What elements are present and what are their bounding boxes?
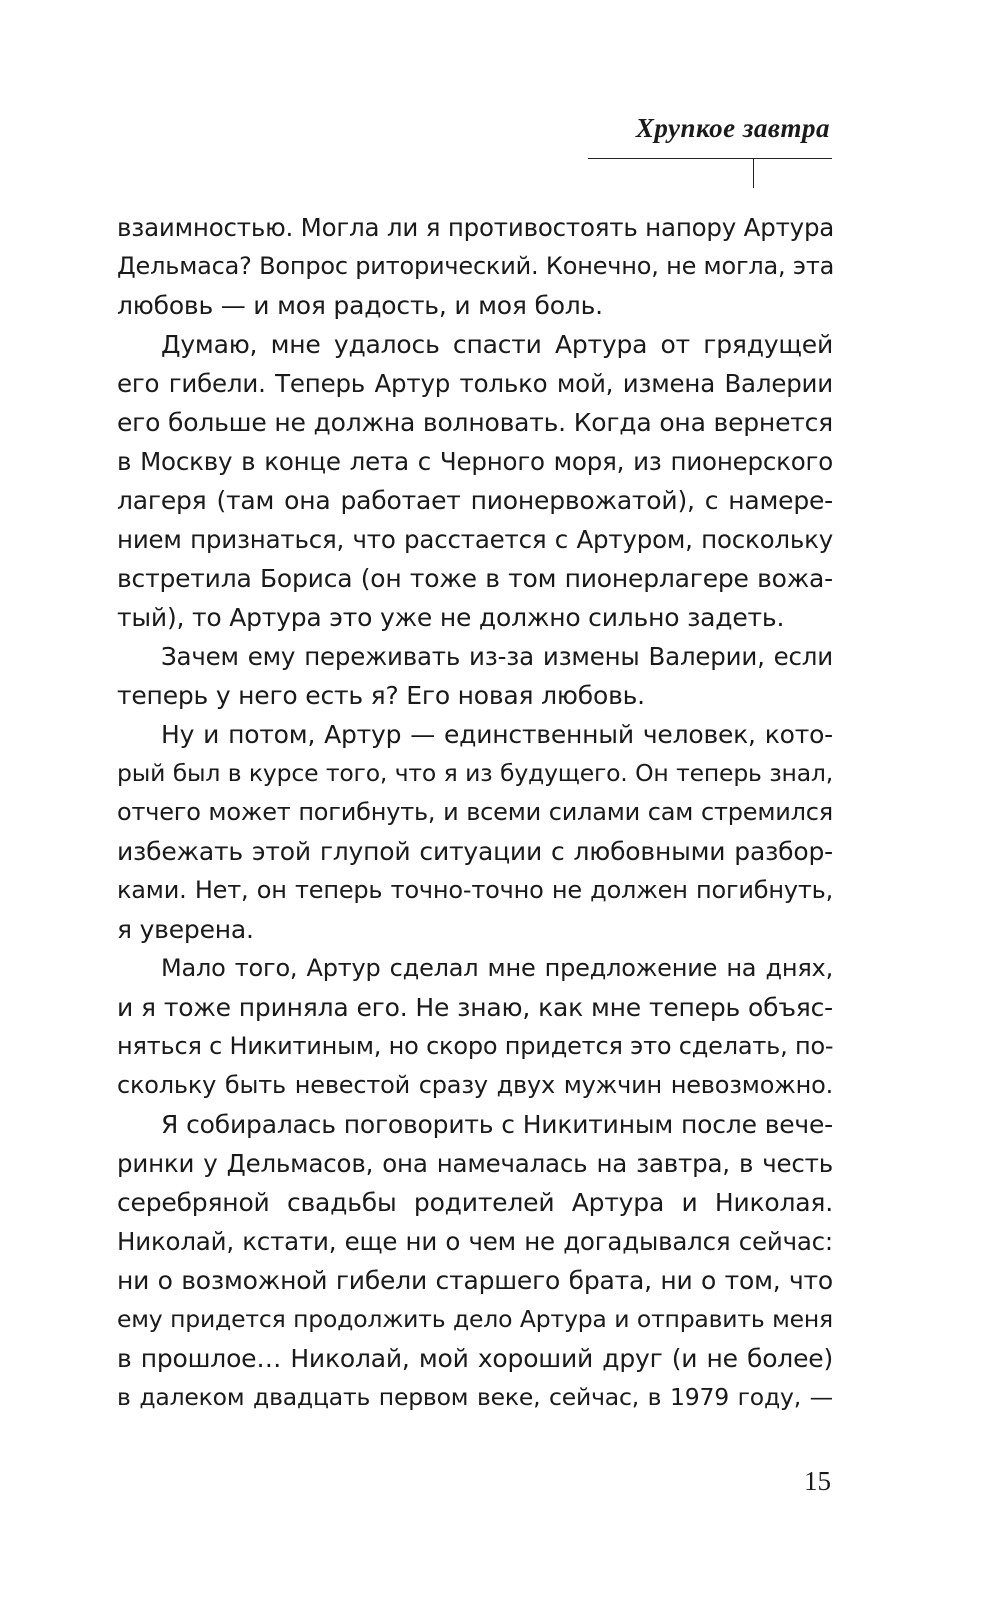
- text-body: [117, 208, 833, 1417]
- text-line: няться с Никитиным, но скоро придется это сделать, по-: [117, 1032, 834, 1060]
- header-rule: [588, 158, 832, 159]
- text-line: тый), то Артура это уже не должно сильно задеть.: [117, 603, 785, 632]
- text-line: ками. Нет, он теперь точно-точно не должен погибнуть,: [117, 876, 833, 904]
- text-line: теперь у него есть я? Его новая любовь.: [117, 681, 645, 710]
- text-line: в прошлое… Николай, мой хороший друг (и не более): [117, 1344, 833, 1373]
- text-line: я уверена.: [117, 915, 254, 944]
- text-line: в далеком двадцать первом веке, сейчас, в 1979 году, —: [117, 1383, 833, 1411]
- text-line: скольку быть невестой сразу двух мужчин невозможно.: [117, 1071, 833, 1099]
- text-line: ему придется продолжить дело Артура и отправить меня: [117, 1305, 833, 1333]
- text-line: взаимностью. Могла ли я противостоять напору Артура: [117, 213, 835, 242]
- text-line: Ну и потом, Артур — единственный человек, кото-: [161, 720, 833, 749]
- text-line: Николай, кстати, еще ни о чем не догадывался сейчас:: [117, 1227, 833, 1256]
- text-line: отчего может погибнуть, и всеми силами сам стремился: [117, 798, 833, 826]
- page-number: 15: [804, 1466, 831, 1496]
- text-line: Думаю, мне удалось спасти Артура от грядущей: [161, 330, 833, 359]
- text-line: в Москву в конце лета с Черного моря, из пионерского: [117, 447, 833, 476]
- text-line: Зачем ему переживать из-за измены Валерии, если: [161, 642, 833, 671]
- text-line: серебряной свадьбы родителей Артура и Николая.: [117, 1188, 833, 1217]
- text-line: нием признаться, что расстается с Артуром, поскольку: [117, 525, 833, 554]
- text-line: избежать этой глупой ситуации с любовными разбор-: [117, 837, 833, 866]
- text-line: его гибели. Теперь Артур только мой, измена Валерии: [117, 369, 833, 398]
- text-line: ни о возможной гибели старшего брата, ни о том, что: [117, 1266, 833, 1295]
- running-head: Хрупкое завтра: [635, 113, 830, 143]
- text-line: Дельмаса? Вопрос риторический. Конечно, не могла, эта: [117, 252, 835, 280]
- text-line: Я собиралась поговорить с Никитиным после вече-: [161, 1110, 833, 1139]
- text-line: и я тоже приняла его. Не знаю, как мне теперь объяс-: [117, 993, 833, 1022]
- text-line: любовь — и моя радость, и моя боль.: [117, 291, 603, 320]
- text-line: рый был в курсе того, что я из будущего. Он теперь знал,: [117, 759, 833, 787]
- text-line: его больше не должна волновать. Когда она вернется: [117, 408, 833, 437]
- text-line: лагеря (там она работает пионервожатой), с намере-: [117, 486, 833, 515]
- text-line: ринки у Дельмасов, она намечалась на завтра, в честь: [117, 1149, 833, 1178]
- text-line: Мало того, Артур сделал мне предложение на днях,: [161, 954, 833, 982]
- text-line: встретила Бориса (он тоже в том пионерлагере вожа-: [117, 564, 833, 593]
- header-tick: [753, 158, 754, 188]
